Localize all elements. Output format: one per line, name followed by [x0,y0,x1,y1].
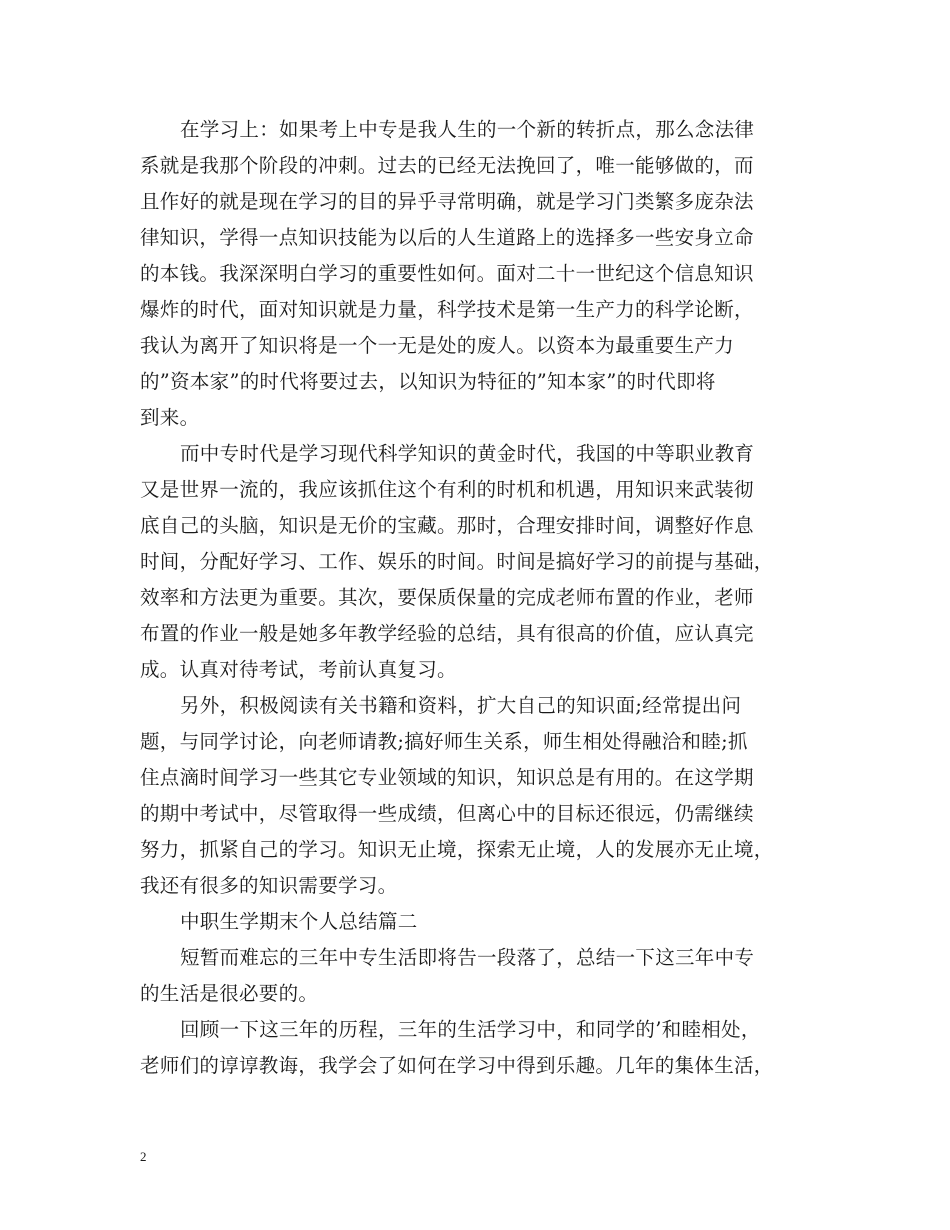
paragraph-line: 又是世界一流的，我应该抓住这个有利的时机和机遇，用知识来武装彻 [140,478,754,501]
paragraph-line: 且作好的就是现在学习的目的异乎寻常明确，就是学习门类繁多庞杂法 [140,190,754,213]
paragraph-line: 成。认真对待考试，考前认真复习。 [140,658,457,681]
paragraph-golden-age [140,436,825,688]
paragraph-line: 布置的作业一般是她多年教学经验的总结，具有很高的价值，应认真完 [140,622,754,645]
paragraph-review [140,1012,825,1084]
paragraph-line: 努力，抓紧自己的学习。知识无止境，探索无止境，人的发展亦无止境， [140,838,774,861]
paragraph-line: 的期中考试中，尽管取得一些成绩，但离心中的目标还很远，仍需继续 [140,802,754,825]
page-number: 2 [140,1149,147,1164]
paragraph-line: 而中专时代是学习现代科学知识的黄金时代，我国的中等职业教育 [180,442,755,465]
paragraph-intro [140,940,825,1012]
paragraph-line: 的本钱。我深深明白学习的重要性如何。面对二十一世纪这个信息知识 [140,262,754,285]
paragraph-line: 底自己的头脑，知识是无价的宝藏。那时，合理安排时间，调整好作息 [140,514,754,537]
paragraph-study [140,112,825,436]
document-body [140,112,825,1084]
paragraph-line: 系就是我那个阶段的冲刺。过去的已经无法挽回了，唯一能够做的，而 [140,154,754,177]
paragraph-line: 住点滴时间学习一些其它专业领域的知识，知识总是有用的。在这学期 [140,766,754,789]
paragraph-line: 短暂而难忘的三年中专生活即将告一段落了，总结一下这三年中专 [180,946,755,969]
paragraph-line: 题，与同学讨论，向老师请教;搞好师生关系，师生相处得融洽和睦;抓 [140,730,748,753]
paragraph-line: 爆炸的时代，面对知识就是力量，科学技术是第一生产力的科学论断， [140,298,754,321]
paragraph-line: 我还有很多的知识需要学习。 [140,874,398,897]
paragraph-line: 效率和方法更为重要。其次，要保质保量的完成老师布置的作业，老师 [140,586,754,609]
paragraph-line: 另外，积极阅读有关书籍和资料，扩大自己的知识面;经常提出问 [180,694,742,717]
paragraph-line: 时间，分配好学习、工作、娱乐的时间。时间是搞好学习的前提与基础， [140,550,774,573]
section-heading: 中职生学期末个人总结篇二 [180,910,418,933]
paragraph-line: 在学习上：如果考上中专是我人生的一个新的转折点，那么念法律 [180,118,755,141]
paragraph-line: 的”资本家”的时代将要过去，以知识为特征的”知本家”的时代即将 [140,370,716,393]
paragraph-line: 回顾一下这三年的历程，三年的生活学习中，和同学的’和睦相处， [180,1018,761,1041]
paragraph-line: 律知识，学得一点知识技能为以后的人生道路上的选择多一些安身立命 [140,226,754,249]
paragraph-line: 的生活是很必要的。 [140,982,319,1005]
paragraph-reading [140,688,825,904]
paragraph-line: 到来。 [140,406,200,429]
paragraph-line: 我认为离开了知识将是一个一无是处的废人。以资本为最重要生产力 [140,334,735,357]
paragraph-line: 老师们的谆谆教诲，我学会了如何在学习中得到乐趣。几年的集体生活， [140,1054,774,1077]
